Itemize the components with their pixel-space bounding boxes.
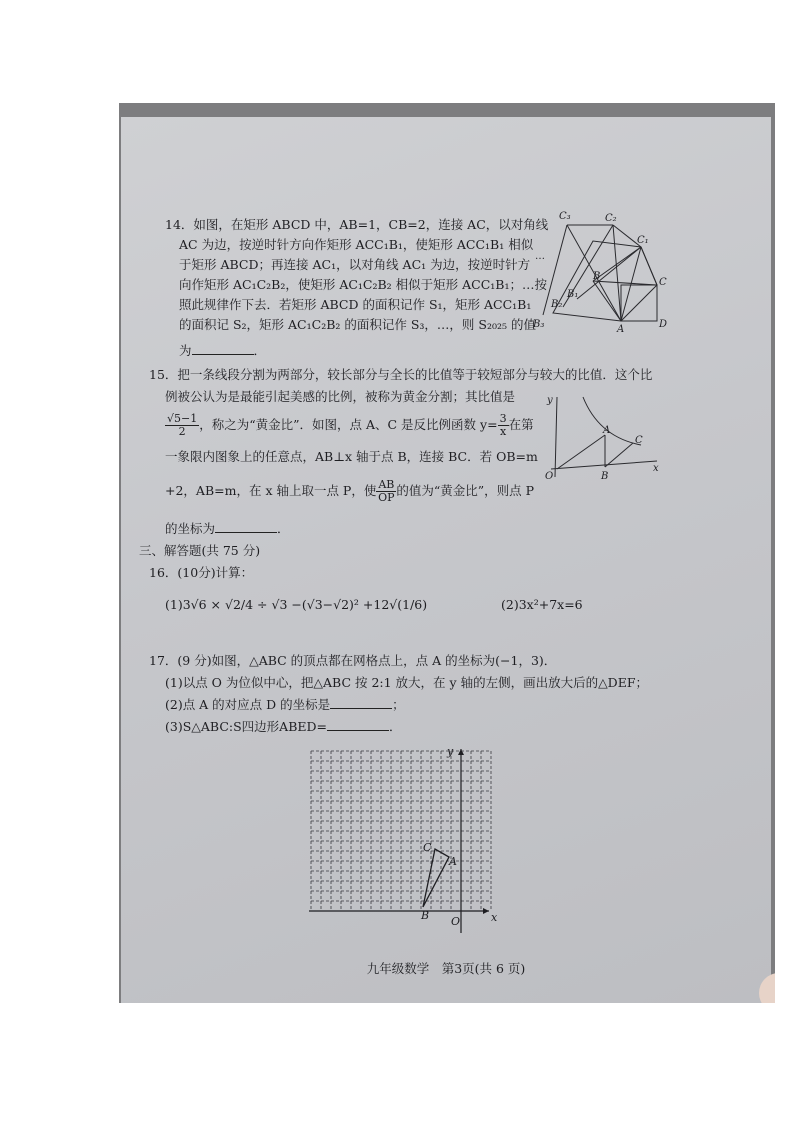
q15-line-1: 15．把一条线段分割为两部分，较长部分与全长的比值等于较短部分与较大的比值．这个比 bbox=[149, 367, 653, 382]
q15-answer-blank[interactable] bbox=[215, 520, 277, 533]
q14-edge-b-a bbox=[593, 281, 621, 321]
q15-line-5 bbox=[165, 479, 534, 504]
q14-line-1: 14．如图，在矩形 ABCD 中，AB=1，CB=2，连接 AC，以对角线 bbox=[165, 217, 549, 232]
q17-label-x: x bbox=[491, 911, 498, 924]
q16-part-2: (2)3x²+7x=6 bbox=[501, 597, 583, 612]
q17-part-1: (1)以点 O 为位似中心，把△ABC 按 2:1 放大，在 y 轴的左侧，画出放大后的△DEF； bbox=[165, 675, 649, 690]
q17-part-3: (3)S△ABC:S四边形ABED= bbox=[165, 719, 327, 734]
q16-part-1: (1)3√6 × √2/4 ÷ √3 −(√3−√2)² +12√(1/6) bbox=[165, 597, 428, 612]
q15-answer-end: ． bbox=[277, 521, 290, 536]
q14-label-b1: B₁ bbox=[567, 289, 579, 300]
q14-edge-b-c bbox=[593, 281, 657, 285]
q14-label-dots: … bbox=[535, 251, 545, 262]
ratio-fraction bbox=[376, 479, 396, 504]
q14-spiral-edges bbox=[553, 241, 657, 321]
q17-label-b: B bbox=[421, 909, 430, 922]
q15-line-4: 一象限内图象上的任意点，AB⊥x 轴于点 B，连接 BC．若 OB=m bbox=[165, 449, 538, 464]
q14-label-c1: C₁ bbox=[637, 235, 649, 246]
q14-label-d: D bbox=[659, 319, 668, 330]
q17-part-2-end: ； bbox=[392, 697, 405, 712]
page-footer: 九年级数学 第3页(共 6 页) bbox=[366, 961, 526, 976]
q17-part-3-line bbox=[165, 717, 402, 737]
q17-label-c: C bbox=[423, 841, 432, 854]
golden-ratio-numerator: √5−1 bbox=[167, 412, 198, 425]
q15-line-3 bbox=[165, 413, 534, 438]
coordinate-grid bbox=[311, 751, 491, 911]
q15-line-5b: 的值为“黄金比”，则点 P bbox=[396, 483, 535, 498]
q17-part-2: (2)点 A 的对应点 D 的坐标是 bbox=[165, 697, 331, 712]
q14-answer-blank[interactable] bbox=[192, 342, 254, 355]
exam-sheet bbox=[121, 117, 771, 1003]
ratio-numerator: AB bbox=[378, 478, 395, 491]
q15-hyperbola bbox=[583, 397, 641, 445]
q15-label-a: A bbox=[603, 425, 611, 436]
q14-label-c: C bbox=[659, 277, 667, 288]
q17-title: 17．(9 分)如图，△ABC 的顶点都在网格点上，点 A 的坐标为(−1，3)． bbox=[149, 653, 557, 668]
q15-segment-oa bbox=[557, 435, 605, 469]
q14-label-b3: B₃ bbox=[533, 319, 545, 330]
q15-figure bbox=[537, 391, 663, 481]
q15-answer-prefix: 的坐标为 bbox=[165, 521, 216, 536]
q15-line-5a: +2，AB=m，在 x 轴上取一点 P，使 bbox=[165, 483, 377, 498]
q14-answer-line bbox=[179, 341, 266, 361]
q15-answer-line bbox=[165, 519, 290, 539]
q17-grid-figure bbox=[309, 739, 509, 939]
section-3-heading: 三、解答题(共 75 分) bbox=[139, 543, 261, 558]
q15-line-2: 例被公认为是最能引起美感的比例，被称为黄金分割；其比值是 bbox=[165, 389, 516, 404]
q14-line-5: 照此规律作下去．若矩形 ABCD 的面积记作 S₁，矩形 ACC₁B₁ bbox=[179, 297, 532, 312]
photo-background bbox=[119, 103, 775, 1003]
ratio-denominator: OP bbox=[378, 491, 395, 504]
golden-ratio-fraction bbox=[165, 413, 199, 438]
q15-label-y: y bbox=[547, 395, 553, 406]
q17-part-2-blank[interactable] bbox=[330, 696, 392, 709]
function-numerator: 3 bbox=[499, 412, 507, 425]
q15-label-o: O bbox=[545, 471, 554, 481]
q17-part-3-end: ． bbox=[389, 719, 402, 734]
q17-part-2-line bbox=[165, 695, 405, 715]
q14-edge-c1c bbox=[641, 247, 657, 285]
q14-figure bbox=[533, 203, 671, 333]
q14-label-b: B bbox=[593, 271, 601, 282]
q15-line-3b: 在第 bbox=[508, 417, 534, 432]
q14-answer-end: ． bbox=[253, 343, 267, 358]
q14-answer-prefix: 为 bbox=[179, 343, 192, 358]
function-fraction bbox=[498, 413, 509, 438]
q17-part-3-blank[interactable] bbox=[327, 718, 389, 731]
q14-edge-b1-c1 bbox=[577, 247, 641, 299]
q14-label-c2: C₂ bbox=[605, 213, 617, 224]
q15-label-c: C bbox=[635, 435, 643, 446]
q14-line-3: 于矩形 ABCD；再连接 AC₁，以对角线 AC₁ 为边，按逆时针方 bbox=[179, 257, 531, 272]
q17-label-o: O bbox=[451, 915, 461, 928]
q14-label-c3: C₃ bbox=[559, 211, 571, 222]
q15-label-b: B bbox=[601, 471, 609, 481]
q14-line-2: AC 为边，按逆时针方向作矩形 ACC₁B₁，使矩形 ACC₁B₁ 相似 bbox=[179, 237, 534, 252]
q15-label-x: x bbox=[653, 463, 659, 474]
triangle-abc bbox=[423, 849, 449, 907]
q16-title: 16．(10分)计算： bbox=[149, 565, 254, 580]
q14-label-a: A bbox=[617, 324, 625, 333]
q15-line-3a: ，称之为“黄金比”．如图，点 A、C 是反比例函数 y= bbox=[199, 417, 498, 432]
q17-y-arrow bbox=[458, 749, 464, 755]
q14-label-b2: B₂ bbox=[551, 299, 563, 310]
q14-line-6: 的面积记 S₂，矩形 AC₁C₂B₂ 的面积记作 S₃，…，则 S₂₀₂₅ 的值 bbox=[179, 317, 536, 332]
function-denominator: x bbox=[499, 425, 507, 438]
q17-label-y: y bbox=[447, 745, 454, 758]
q14-diagonal-ac2 bbox=[613, 225, 621, 321]
q17-x-arrow bbox=[483, 908, 489, 914]
q15-y-axis bbox=[555, 397, 557, 477]
q17-label-a: A bbox=[449, 855, 457, 868]
q14-line-4: 向作矩形 AC₁C₂B₂，使矩形 AC₁C₂B₂ 相似于矩形 ACC₁B₁；…按 bbox=[179, 277, 548, 292]
golden-ratio-denominator: 2 bbox=[178, 425, 186, 438]
